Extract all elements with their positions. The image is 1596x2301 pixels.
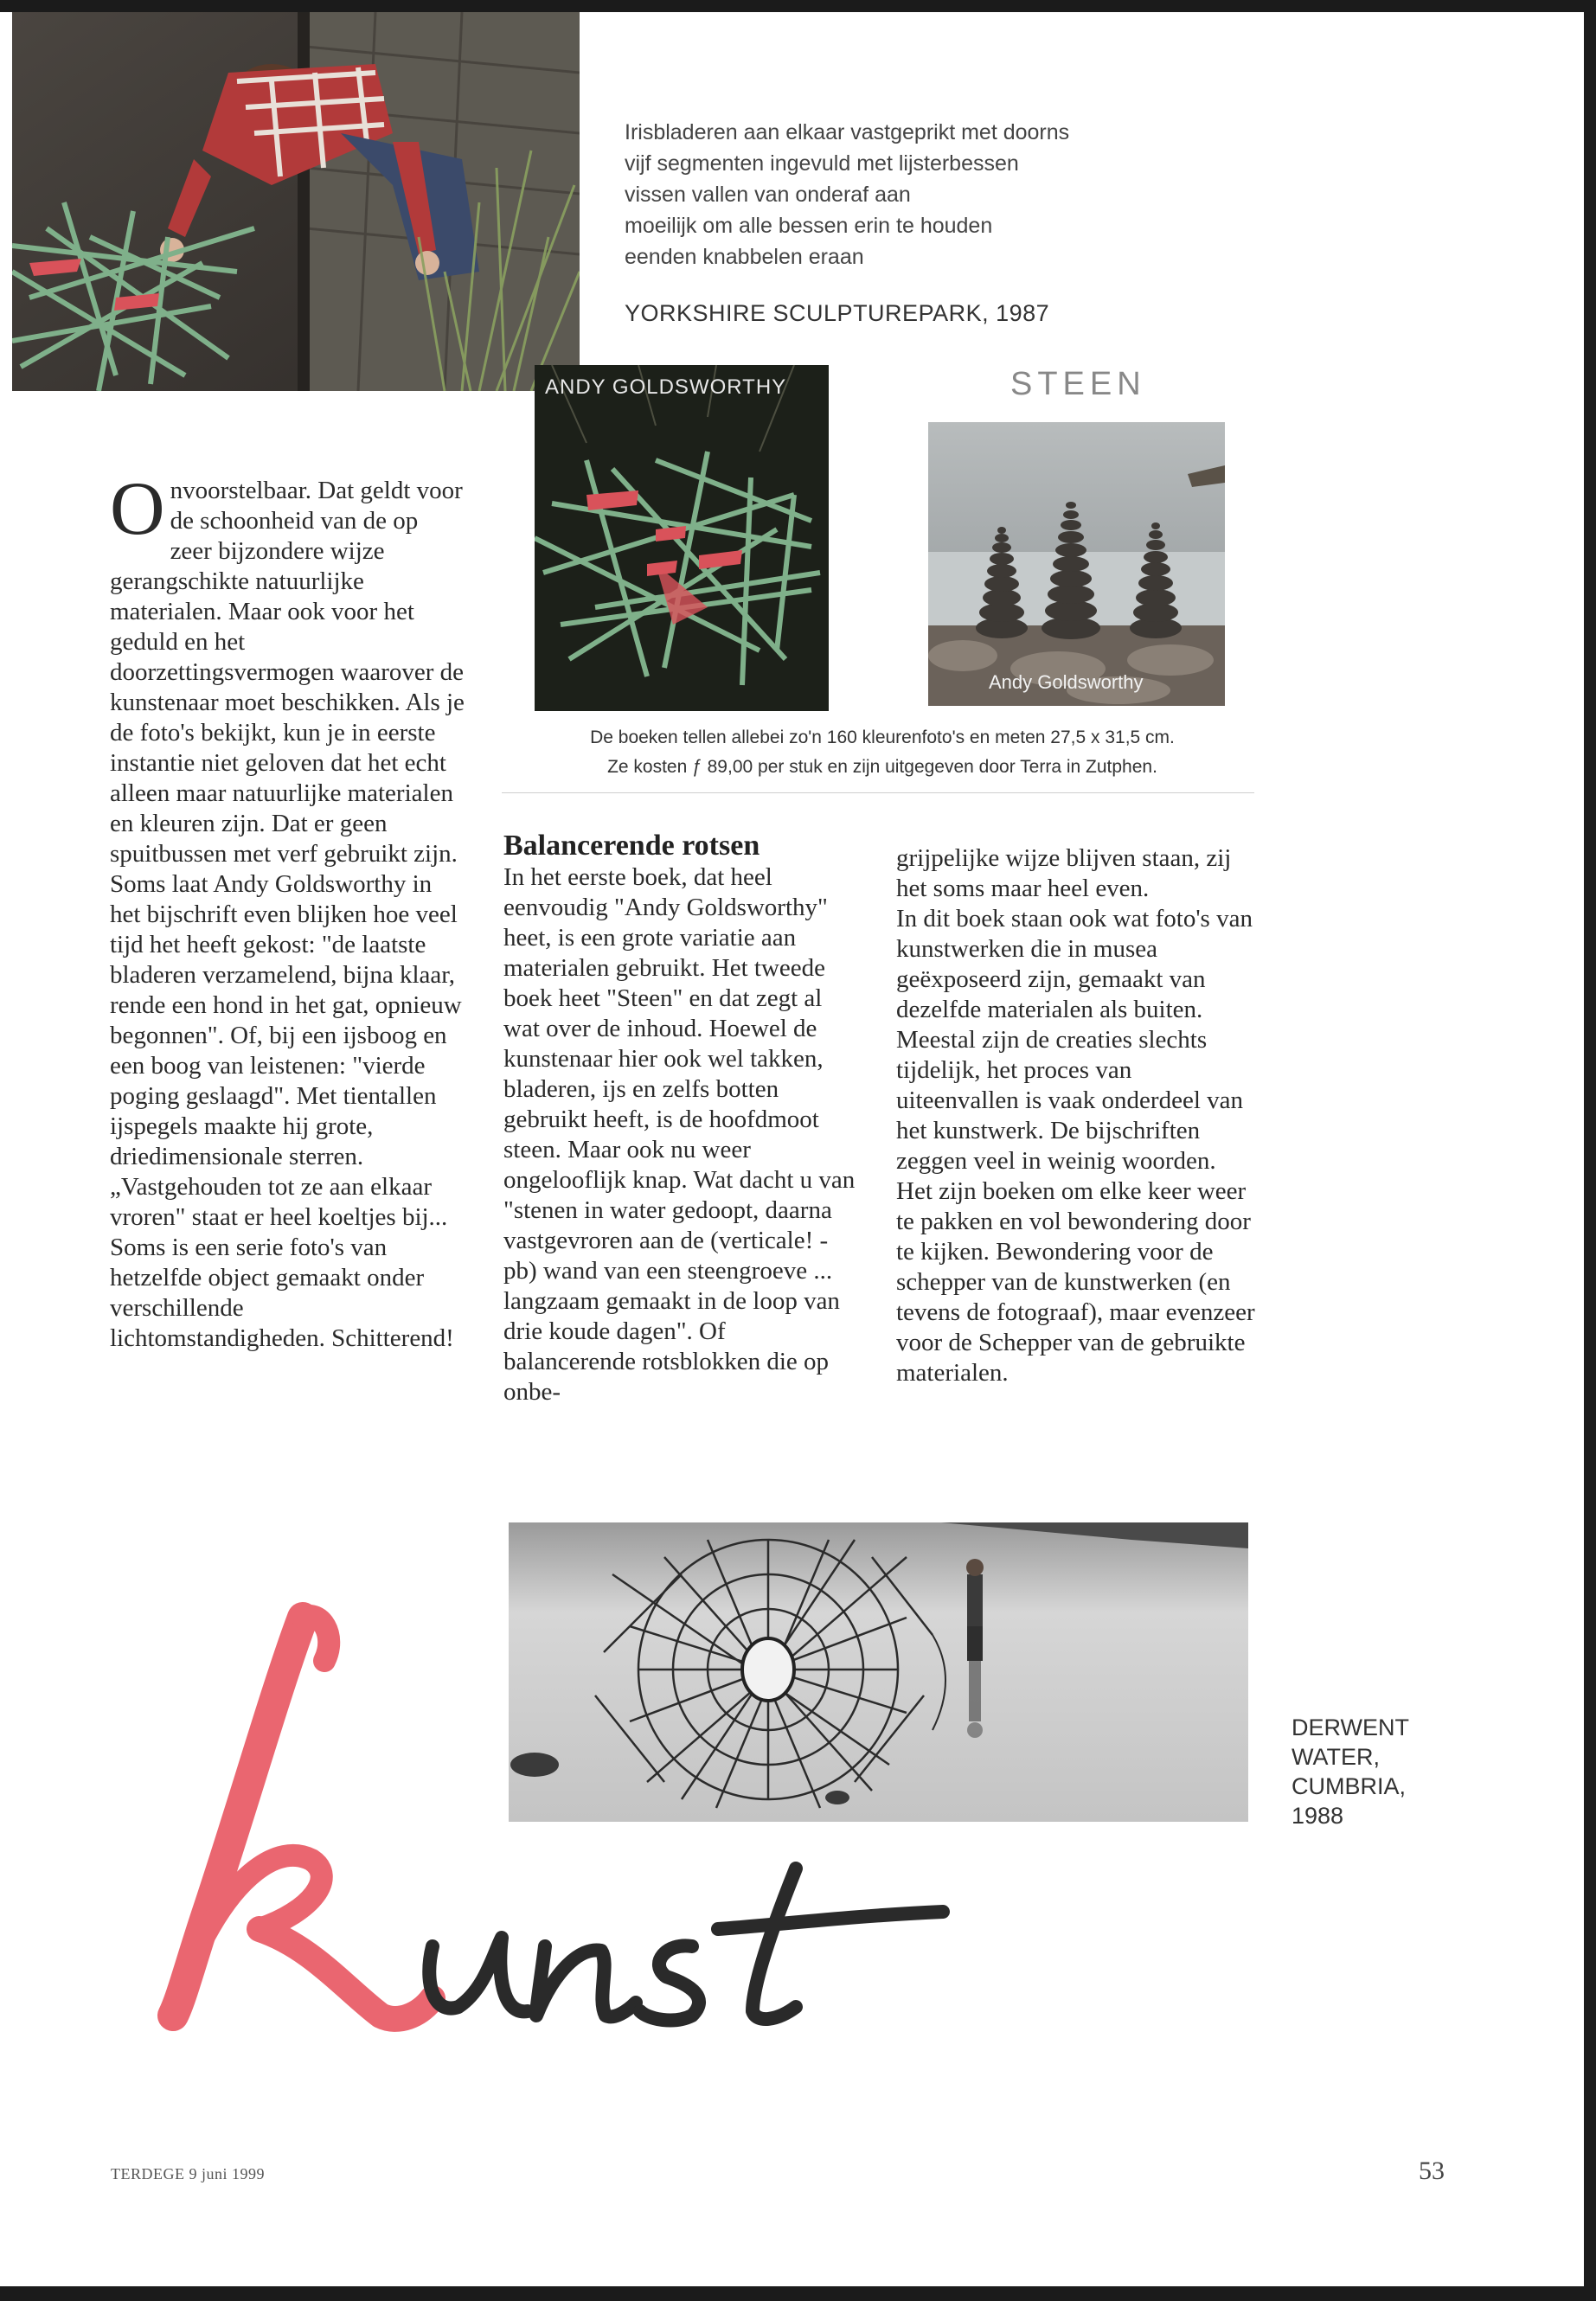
caption-line: eenden knabbelen eraan — [625, 245, 864, 269]
page-number: 53 — [1419, 2157, 1445, 2185]
divider — [502, 792, 1254, 793]
article-paragraph: In het eerste boek, dat heel eenvoudig "Andy Goldsworthy" heet, is een grote variatie aan materialen gebruikt. Het tweede boek heet "Steen" en dat zegt al wat over de inhoud. Hoewel de kunstenaar hier ook wel takken, bladeren, ijs en zelfs botten gebruikt heeft, is de hoofdmoot steen. Maar ook nu weer ongelooflijk knap. Wat dacht u van "stenen in water gedoopt, daarna vastgevroren aan de (verticale! - pb) wand van een steengroeve ... langzaam gemaakt in de loop van drie koude dagen". Of balancerende rotsblokken die op onbe- — [503, 863, 856, 1406]
book1-title: ANDY GOLDSWORTHY — [545, 375, 787, 399]
dropcap: O — [110, 467, 165, 551]
section-title-kunst — [87, 1583, 969, 2067]
caption-line: vijf segmenten ingevuld met lijsterbessen — [625, 151, 1019, 176]
section-heading: Balancerende rotsen — [503, 830, 760, 862]
caption-line: vissen vallen van onderaf aan — [625, 183, 911, 207]
caption-line: 1988 — [1292, 1803, 1344, 1829]
article-paragraph: nvoorstelbaar. Dat geldt voor de schoonheid van de op zeer bijzondere wijze gerangschikte natuurlijke materialen. Maar ook voor het geduld en het doorzettingsvermogen waarover de kunstenaar moet beschikken. Als je de foto's bekijkt, kun je in eerste instantie niet geloven dat het echt alleen maar natuurlijke materialen en kleuren zijn. Dat er geen spuitbussen met verf gebruikt zijn. Soms laat Andy Goldsworthy in het bijschrift even blijken hoe veel tijd het heeft gekost: "de laatste bladeren verzamelend, bijna klaar, rende een hond in het gat, opnieuw begonnen". Of, bij een ijsboog en een boog van leistenen: "vierde poging geslaagd". Met tientallen ijspegels maakte hij grote, driedimensionale sterren. „Vastgehouden tot ze aan elkaar vroren" staat er heel koeltjes bij... — [110, 477, 465, 1231]
article-column-2 — [503, 830, 858, 1407]
article-paragraph: Soms is een serie foto's van hetzelfde object gemaakt onder verschillende lichtomstandigheden. Schitterend! — [110, 1234, 454, 1352]
page-border-top — [0, 0, 1596, 12]
photo-yorkshire-artist — [12, 12, 580, 391]
caption-line: moeilijk om alle bessen erin te houden — [625, 214, 993, 238]
footer-magazine: TERDEGE 9 juni 1999 — [111, 2165, 265, 2182]
books-caption-line: De boeken tellen allebei zo'n 160 kleurenfoto's en meten 27,5 x 31,5 cm. — [590, 727, 1175, 747]
book2-title: STEEN — [1010, 366, 1146, 402]
page-border-bottom — [0, 2286, 1596, 2301]
caption-line: CUMBRIA, — [1292, 1773, 1407, 1799]
caption-place-yorkshire: YORKSHIRE SCULPTUREPARK, 1987 — [625, 300, 1050, 326]
article-paragraph: grijpelijke wijze blijven staan, zij het soms maar heel even. — [896, 844, 1232, 902]
book-cover-steen — [928, 422, 1225, 706]
article-paragraph: Het zijn boeken om elke keer weer te pakken en vol bewondering door te kijken. Bewondering voor de schepper van de kunstwerken (en tevens de fotograaf), maar evenzeer voor de Schepper van de gebruikte materialen. — [896, 1177, 1255, 1387]
book2-author: Andy Goldsworthy — [989, 671, 1144, 693]
caption-derwent-water — [1292, 1713, 1409, 1830]
caption-line: WATER, — [1292, 1744, 1380, 1770]
books-caption-line: Ze kosten ƒ 89,00 per stuk en zijn uitgegeven door Terra in Zutphen. — [607, 757, 1157, 777]
caption-line: Irisbladeren aan elkaar vastgeprikt met doorns — [625, 120, 1070, 144]
books-caption — [502, 723, 1263, 782]
article-column-3 — [896, 843, 1255, 1388]
top-caption-lines — [625, 117, 1069, 272]
caption-line: DERWENT — [1292, 1715, 1410, 1740]
book-cover-andy-goldsworthy — [535, 365, 829, 711]
article-column-1 — [110, 467, 465, 1354]
article-paragraph: In dit boek staan ook wat foto's van kunstwerken die in musea geëxposeerd zijn, gemaakt van dezelfde materialen als buiten. Meestal zijn de creaties slechts tijdelijk, het proces van uiteenvallen is vaak onderdeel van het kunstwerk. De bijschriften zeggen veel in weinig woorden. — [896, 905, 1253, 1175]
page-border-right — [1584, 0, 1596, 2301]
